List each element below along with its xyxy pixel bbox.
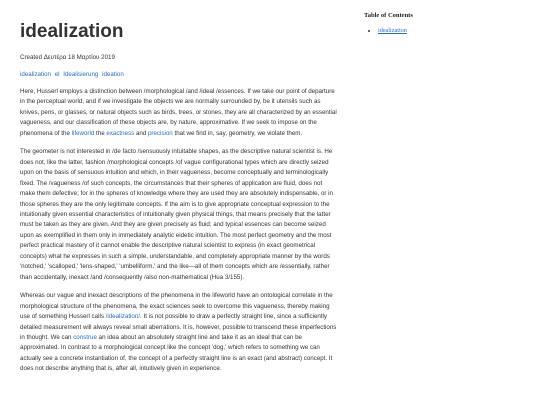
page-title: idealization: [20, 21, 124, 42]
table-of-contents: [364, 12, 514, 34]
precision-link[interactable]: precision: [147, 129, 173, 137]
toc-link-idealization[interactable]: idealization: [378, 27, 407, 34]
paragraph: [20, 87, 338, 139]
text-run: that we find in, say, geometry, we violate them.: [172, 129, 303, 137]
text-run: Here, Husserl employs a distinction between /morphological /and /ideal /essences. If we take our point of departure in the perceptual world, and if we investigate the objects we are normally surrounded by, be it utensils such as knives, pens, or glasses, or natural objects such as birds, trees, or stones, they are all characterized by an essential vagueness, and our classification of these objects are, by nature, approximative. If we seek to impose on the phenomena of the: [20, 88, 337, 137]
toc-title: Table of Contents: [364, 12, 413, 19]
text-run: the: [94, 129, 107, 137]
tag-link[interactable]: Idealisierung: [63, 71, 99, 78]
paragraph: [20, 291, 338, 375]
created-date: Created Δευτέρα 18 Μαρτίου 2019: [20, 54, 115, 61]
article: [20, 20, 338, 375]
article-body: [20, 87, 338, 375]
tag-link[interactable]: ideation: [102, 71, 124, 78]
construe-link[interactable]: construe: [73, 333, 97, 341]
tag-link[interactable]: el: [54, 71, 60, 78]
tag-list: [20, 71, 338, 79]
text-run: . It is not possible to draw a perfectly straight line, since a sufficiently detailed measurement will always reveal small aberrations. It is, however, possible to transcend these imperfections in thought. We can: [20, 313, 337, 341]
text-run: The geometer is not interested in /de facto /sensuously intuitable shapes, as the descriptive natural scientist is. He does not, like the latter, fashion /morphological concepts /of vague configurational types which are directly seized upon on the basis of sensuous intuition and which, in their vagueness, become conceptually and terminologically fixed. The /vagueness /of such concepts, the circumstances that their spheres of application are fluid, does not make them defective; for in the spheres of knowledge where they are used they are absolutely indispensable, or in those spheres they are the only legitimate concepts. If the aim is to give appropriate conceptual expression to the intuitionally given essential characteristics of intuitionally given physical things, that means precisely that the latter must be taken as they are given. And they are given precisely as fluid; and typical essences can become seized upon as exemplified in them only in immediately analytic eidetic intuition. The most perfect geometry and the most perfect practical mastery of it cannot enable the descriptive natural scientist to express (in exact geometrical concepts) what he expresses in such a simple, understandable, and completely appropriate manner by the words 'notched,' 'scalloped,' 'lens-shaped,' 'umbelliform,' and the like—all of them concepts which are /essentially, rather than accidentally, inexact /and /consequently /also non-mathematical (Hua 3/155).: [20, 148, 333, 281]
text-run: and: [134, 129, 148, 137]
idealization-link[interactable]: /idealization/: [105, 313, 141, 321]
exactness-link[interactable]: exactness: [106, 129, 135, 137]
text-run: Whereas our vague and inexact descriptions of the phenomena in the lifeworld have an ontological correlate in the morphological structure of the phenomena, the exact sciences seek to overcome this vagueness, thereby making use of something Husserl calls: [20, 292, 333, 321]
paragraph: [20, 147, 338, 283]
text-run: an idea about an absolutely straight line and take it as an ideal that can be approximated. In contrast to a morphological concept like the concept 'dog,' which refers to something we can actually see a concrete instantiation of, the concept of a perfectly straight line is an exact (and abstract) concept. It does not describe anything that is, after all, intuitively given in experience.: [20, 333, 333, 373]
tag-link[interactable]: idealization: [20, 71, 51, 78]
lifeworld-link[interactable]: lifeworld: [71, 129, 95, 137]
toc-list: [364, 27, 514, 34]
toc-item: [378, 27, 514, 34]
